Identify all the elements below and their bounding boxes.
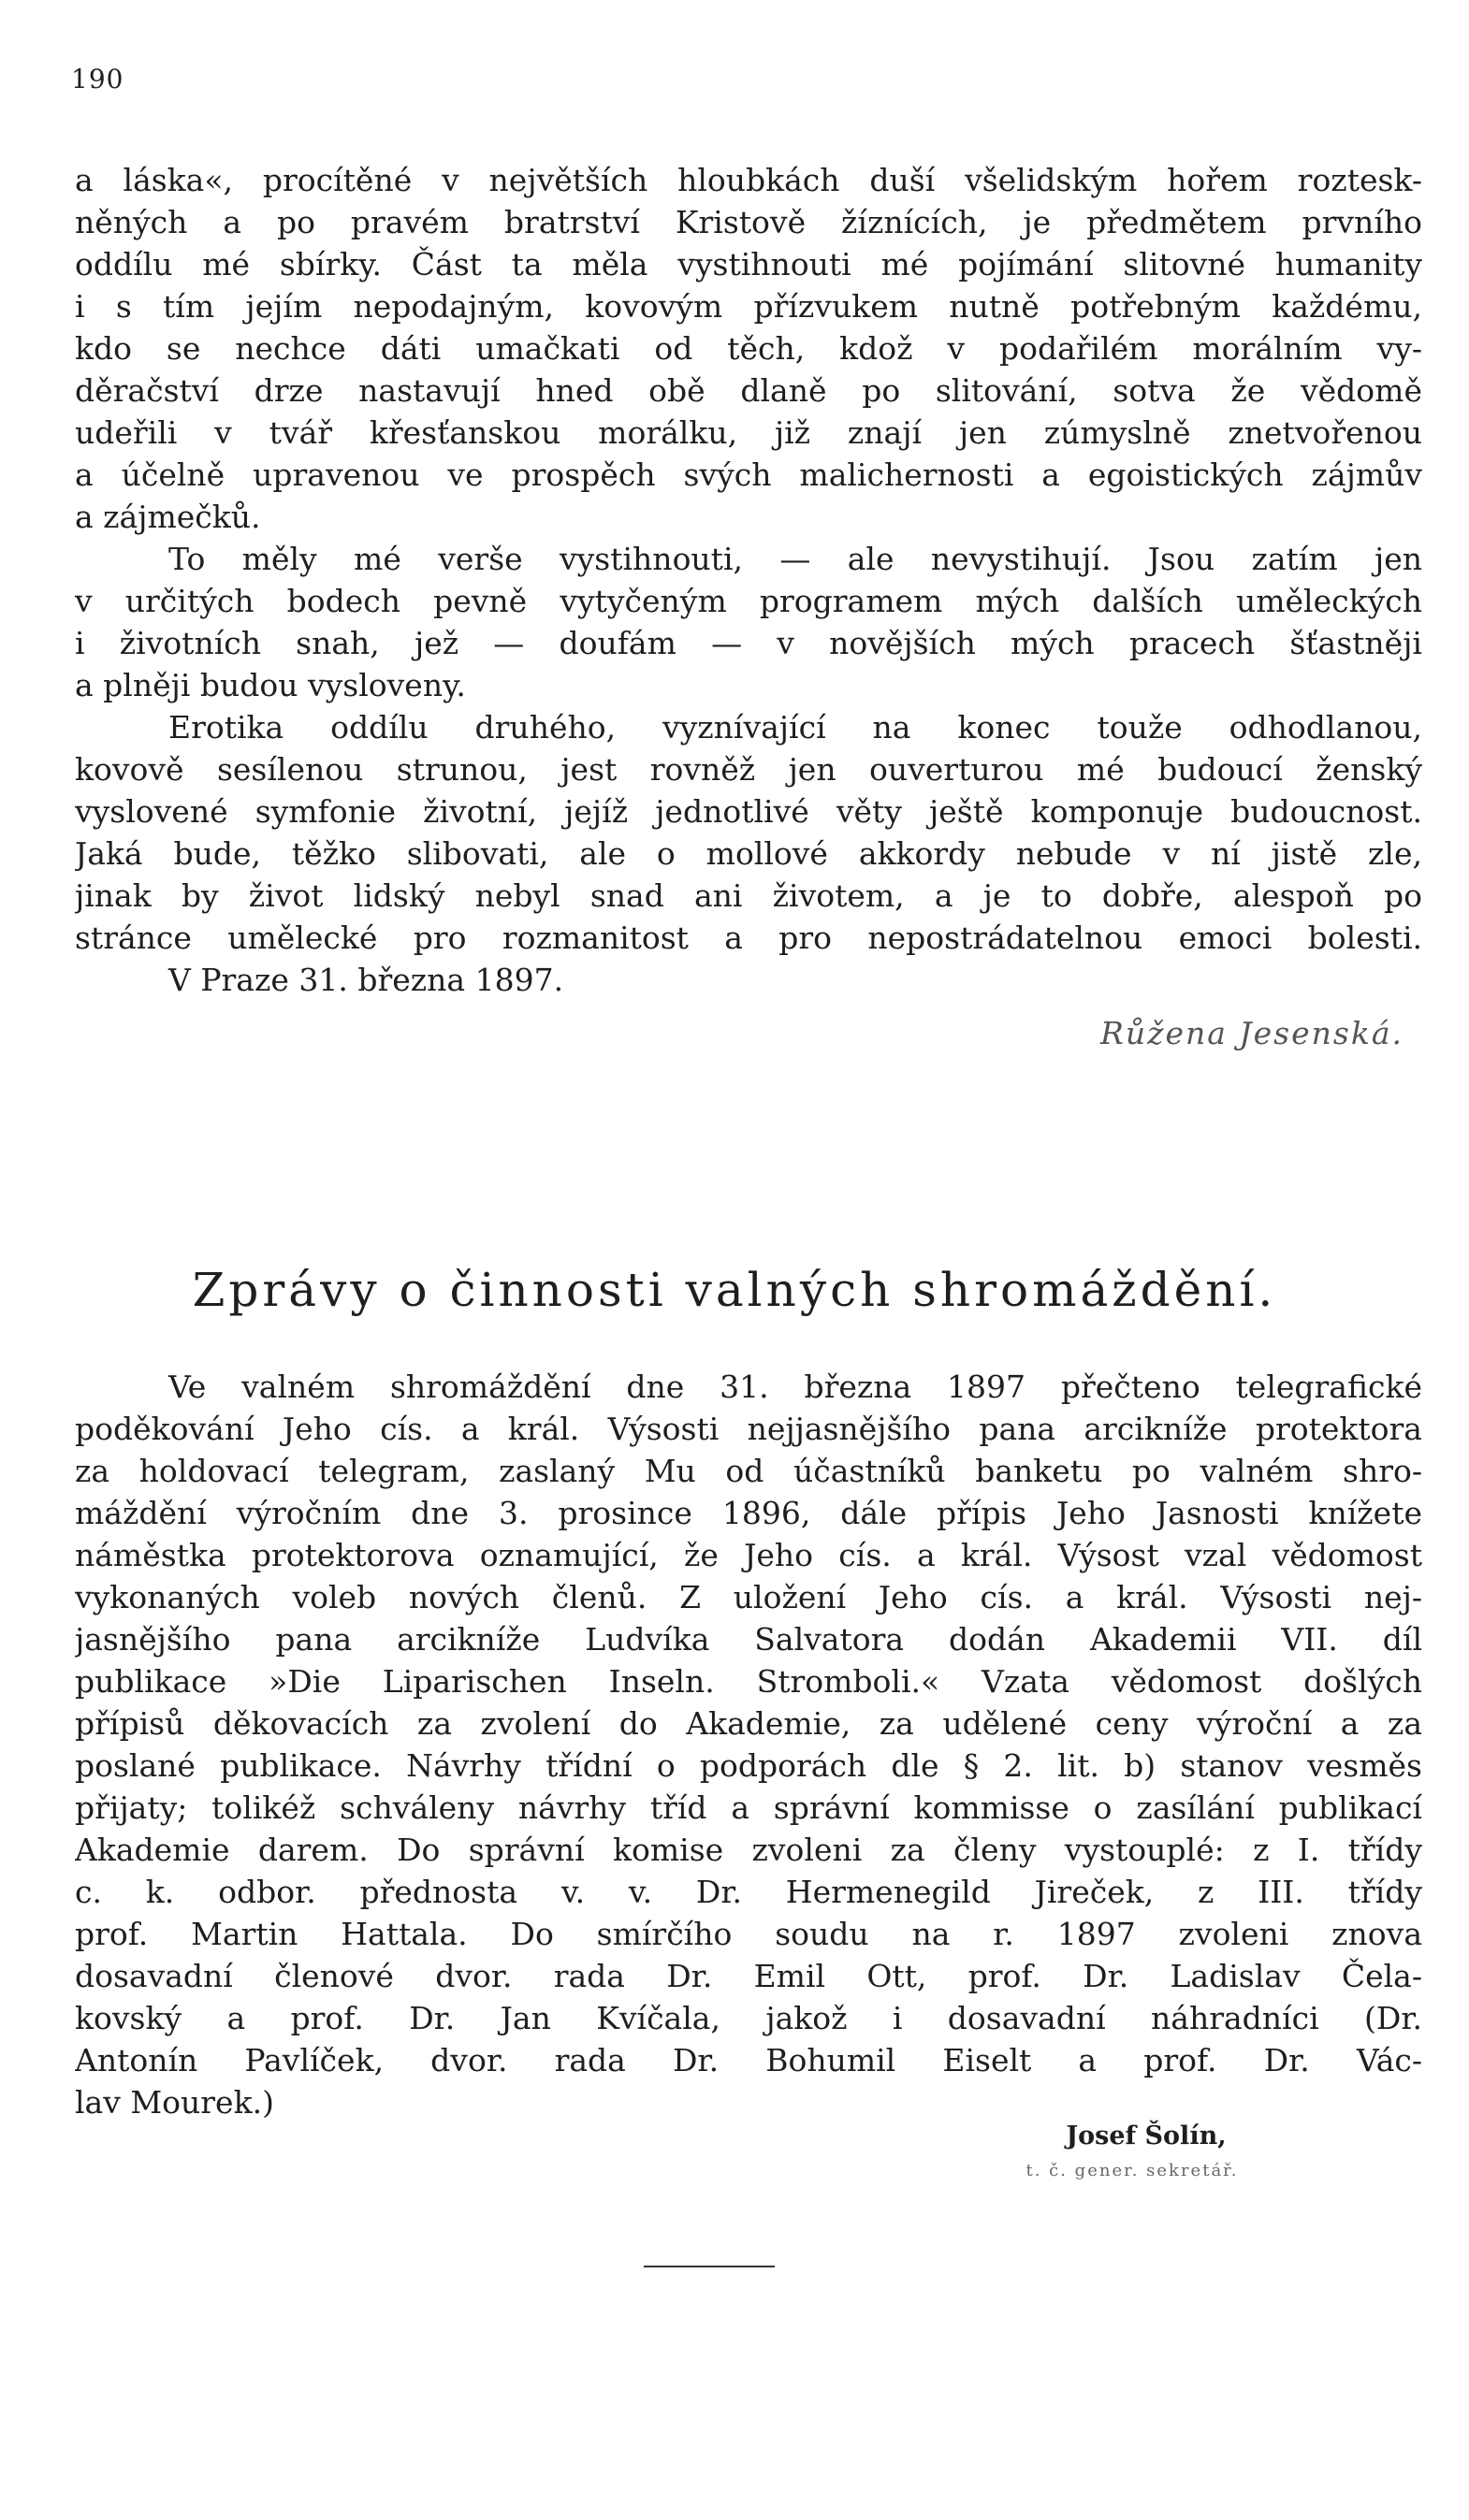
text-line: jasnějšího pana arcikníže Ludvíka Salvatora dodán Akademii VII. díl — [75, 1621, 1422, 1658]
secretary-name: Josef Šolín, — [1066, 2122, 1227, 2151]
report-text — [75, 1366, 1422, 2123]
text-line: a účelně upravenou ve prospěch svých malichernosti a egoistických zájmův — [75, 456, 1422, 493]
text-line: V Praze 31. března 1897. — [168, 962, 564, 998]
text-line: Jaká bude, těžko slibovati, ale o mollové akkordy nebude v ní jistě zle, — [75, 835, 1422, 872]
text-line: náměstka protektorova oznamující, že Jeho cís. a král. Výsost vzal vědomost — [75, 1537, 1422, 1573]
text-line: Antonín Pavlíček, dvor. rada Dr. Bohumil Eiselt a prof. Dr. Vác- — [75, 2042, 1422, 2078]
text-line: kovově sesílenou strunou, jest rovněž jen ouverturou mé budoucí ženský — [75, 751, 1422, 788]
section-heading: Zprávy o činnosti valných shromáždění. — [192, 1263, 1277, 1317]
text-line: poslané publikace. Návrhy třídní o podporách dle § 2. lit. b) stanov vesměs — [75, 1747, 1422, 1784]
text-line: máždění výročním dne 3. prosince 1896, dále přípis Jeho Jasnosti knížete — [75, 1495, 1422, 1531]
text-line: vyslovené symfonie životní, jejíž jednotlivé věty ještě komponuje budoucnost. — [75, 793, 1422, 830]
text-line: a zájmečků. — [75, 499, 261, 535]
text-line: za holdovací telegram, zaslaný Mu od účastníků banketu po valném shro- — [75, 1453, 1422, 1489]
secretary-title: t. č. gener. sekretář. — [1025, 2161, 1239, 2180]
text-line: v určitých bodech pevně vytyčeným programem mých dalších uměleckých — [75, 583, 1422, 619]
text-line: Akademie darem. Do správní komise zvoleni za členy vystouplé: z I. třídy — [75, 1832, 1422, 1868]
text-line: publikace »Die Liparischen Inseln. Stromboli.« Vzata vědomost došlých — [75, 1663, 1422, 1700]
text-line: něných a po pravém bratrství Kristově žíznících, je předmětem prvního — [75, 204, 1422, 240]
text-line: jinak by život lidský nebyl snad ani životem, a je to dobře, alespoň po — [75, 877, 1422, 914]
text-line: prof. Martin Hattala. Do smírčího soudu na r. 1897 zvoleni znova — [75, 1916, 1422, 1952]
text-line: c. k. odbor. přednosta v. v. Dr. Hermenegild Jireček, z III. třídy — [75, 1874, 1422, 1910]
text-line: přijaty; tolikéž schváleny návrhy tříd a správní kommisse o zasílání publikací — [75, 1789, 1422, 1826]
text-line: oddílu mé sbírky. Část ta měla vystihnouti mé pojímání slitovné humanity — [75, 246, 1422, 282]
text-line: a plněji budou vysloveny. — [75, 667, 466, 703]
text-line: přípisů děkovacích za zvolení do Akademie, za udělené ceny výroční a za — [75, 1705, 1422, 1742]
text-line: děračství drze nastavují hned obě dlaně po slitování, sotva že vědomě — [75, 372, 1422, 409]
text-line: vykonaných voleb nových členů. Z uložení Jeho cís. a král. Výsosti nej- — [75, 1579, 1422, 1615]
page-number: 190 — [71, 64, 124, 94]
text-line: poděkování Jeho cís. a král. Výsosti nejjasnějšího pana arcikníže protektora — [75, 1411, 1422, 1447]
text-line: kovský a prof. Dr. Jan Kvíčala, jakož i dosavadní náhradníci (Dr. — [75, 2000, 1422, 2036]
text-line: a láska«, procítěné v největších hloubkách duší všelidským hořem roztesk- — [75, 162, 1422, 198]
preface-text — [75, 159, 1422, 1001]
text-line: i s tím jejím nepodajným, kovovým přízvukem nutně potřebným každému, — [75, 288, 1422, 325]
text-line: Erotika oddílu druhého, vyznívající na konec touže odhodlanou, — [168, 709, 1422, 746]
text-line: lav Mourek.) — [75, 2084, 274, 2121]
author-signature: Růžena Jesenská. — [1099, 1015, 1404, 1051]
text-line: udeřili v tvář křesťanskou morálku, již znají jen zúmyslně znetvořenou — [75, 414, 1422, 451]
text-line: stránce umělecké pro rozmanitost a pro nepostrádatelnou emoci bolesti. — [75, 920, 1422, 956]
text-line: Ve valném shromáždění dne 31. března 1897 přečteno telegrafické — [168, 1369, 1422, 1405]
text-line: To měly mé verše vystihnouti, — ale nevystihují. Jsou zatím jen — [168, 541, 1422, 577]
text-line: dosavadní členové dvor. rada Dr. Emil Ott, prof. Dr. Ladislav Čela- — [75, 1958, 1422, 1994]
text-line: i životních snah, jež — doufám — v novějších mých pracech šťastněji — [75, 625, 1422, 661]
text-line: kdo se nechce dáti umačkati od těch, kdož v podařilém morálním vy- — [75, 330, 1422, 367]
divider — [644, 2266, 775, 2267]
